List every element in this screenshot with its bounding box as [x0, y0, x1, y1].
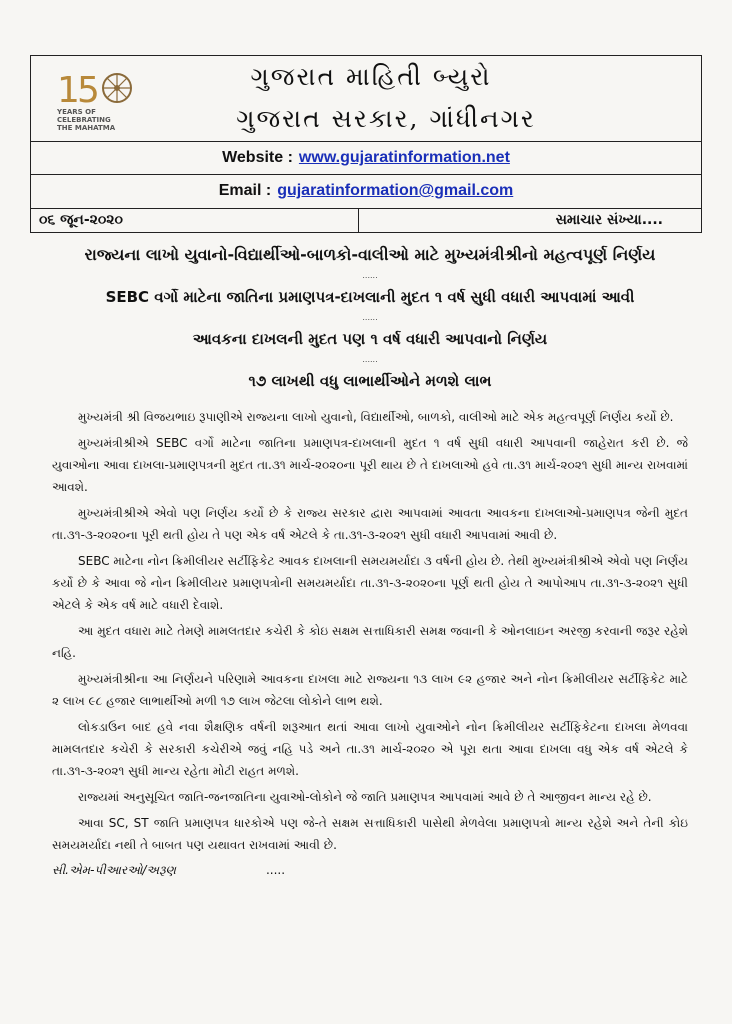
paragraph: મુખ્યમંત્રીશ્રીએ એવો પણ નિર્ણય કર્યો છે કે રાજ્ય સરકાર દ્વારા આપવામાં આવતા આવકના દાખલાઓ-પ્રમાણપત્ર જેની મુદત તા.૩૧-૩-૨૦૨૦ના પૂરી થતી હોય તે પણ એક વર્ષ એટલે કે તા.૩૧-૩-૨૦૨૧ સુધી વધારી આપવામાં આવી છે.	[52, 506, 688, 542]
website-link[interactable]: www.gujaratinformation.net	[298, 149, 510, 166]
office-subtitle: ગુજરાત સરકાર, ગાંધીનગર	[236, 104, 536, 133]
headline-beneficiaries: ૧૭ લાખથી વધુ લાભાર્થીઓને મળશે લાભ	[248, 372, 492, 390]
separator: ......	[362, 313, 378, 322]
end-dots: .....	[265, 863, 286, 877]
paragraph: રાજ્યમાં અનુસૂચિત જાતિ-જનજાતિના યુવાઓ-લોકોને જે જાતિ પ્રમાણપત્ર આપવામાં આવે છે તે આજીવન માન્ય રહે છે.	[78, 790, 652, 804]
separator: ......	[362, 271, 378, 280]
letterhead-frame	[30, 55, 702, 233]
svg-text:THE MAHATMA: THE MAHATMA	[57, 124, 116, 132]
signature-line	[52, 860, 688, 880]
email-label: Email :	[218, 182, 272, 199]
headline-main: રાજ્યના લાખો યુવાનો-વિદ્યાર્થીઓ-બાળકો-વાલીઓ માટે મુખ્યમંત્રીશ્રીનો મહત્વપૂર્ણ નિર્ણય	[84, 245, 656, 264]
headline-sebc: SEBC વર્ગો માટેના જાતિના પ્રમાણપત્ર-દાખલાની મુદત ૧ વર્ષ સુધી વધારી આપવામાં આવી	[105, 288, 635, 306]
svg-text:1: 1	[57, 70, 80, 111]
website-row	[31, 141, 701, 175]
date-number-row	[31, 208, 701, 232]
letterhead-title-block	[31, 56, 701, 142]
press-release-body	[52, 244, 688, 880]
release-date: ૦૬ જૂન-૨૦૨૦	[31, 208, 359, 232]
paragraph: મુખ્યમંત્રી શ્રી વિજયભાઇ રૂપાણીએ રાજ્યના લાખો યુવાનો, વિદ્યાર્થીઓ, બાળકો, વાલીઓ માટે એક મહત્વપૂર્ણ નિર્ણય કર્યો છે.	[78, 410, 674, 424]
office-title: ગુજરાત માહિતી બ્યુરો	[250, 62, 492, 91]
paragraph: મુખ્યમંત્રીશ્રીએ SEBC વર્ગો માટેના જાતિના પ્રમાણપત્ર-દાખલાની મુદત ૧ વર્ષ સુધી વધારી આપવાની જાહેરાત કરી છે. જે યુવાઓના આવા દાખલા-પ્રમાણપત્રની મુદત તા.૩૧ માર્ચ-૨૦૨૦ના પૂરી થાય છે તે દાખલાઓ હવે તા.૩૧ માર્ચ-૨૦૨૧ સુધી માન્ય રાખવામાં આવશે.	[52, 436, 688, 494]
email-row	[31, 174, 701, 209]
separator: ......	[362, 355, 378, 364]
paragraph: લોકડાઉન બાદ હવે નવા શૈક્ષણિક વર્ષની શરૂઆત થતાં આવા લાખો યુવાઓને નોન ક્રિમીલીયર સર્ટીફિકેટના દાખલા મેળવવા મામલતદાર કચેરી કે સરકારી કચેરીએ જવું નહિ પડે અને તા.૩૧ માર્ચ-૨૦૨૦ એ પૂરા થતા આવા દાખલા વધુ એક વર્ષ એટલે કે તા.૩૧-૩-૨૦૨૧ સુધી માન્ય રહેતા મોટી રાહત મળશે.	[52, 720, 688, 778]
website-label: Website :	[222, 149, 293, 166]
paragraph: આવા SC, ST જાતિ પ્રમાણપત્ર ધારકોએ પણ જે-તે સક્ષમ સત્તાધિકારી પાસેથી મેળવેલા પ્રમાણપત્રો માન્ય રહેશે અને તેની કોઇ સમયમર્યાદા નથી તે બાબત પણ યથાવત રાખવામાં આવી છે.	[52, 816, 688, 852]
headline-income-certificate: આવકના દાખલની મુદત પણ ૧ વર્ષ વધારી આપવાનો નિર્ણય	[192, 330, 548, 348]
email-link[interactable]: gujaratinformation@gmail.com	[277, 182, 514, 199]
news-number: સમાચાર સંખ્યા....	[555, 212, 663, 228]
gandhi-150-logo	[55, 64, 167, 134]
paragraph: SEBC માટેના નોન ક્રિમીલીયર સર્ટીફિકેટ આવક દાખલાની સમયમર્યાદા ૩ વર્ષની હોય છે. તેથી મુખ્યમંત્રીશ્રીએ એવો પણ નિર્ણય કર્યો છે કે આવા જે નોન ક્રિમીલીયર પ્રમાણપત્રોની સમયમર્યાદા તા.૩૧-૩-૨૦૨૦ના પૂર્ણ થતી હોય તે આપોઆપ તા.૩૧-૩-૨૦૨૧ સુધી એટલે કે એક વર્ષ માટે વધારી દેવાશે.	[52, 554, 688, 612]
paragraph: આ મુદત વધારા માટે તેમણે મામલતદાર કચેરી કે કોઇ સક્ષમ સત્તાધિકારી સમક્ષ જવાની કે ઓનલાઇન અરજી કરવાની જરૂર રહેશે નહિ.	[52, 624, 688, 660]
svg-text:CELEBRATING: CELEBRATING	[57, 116, 111, 124]
paragraph: મુખ્યમંત્રીશ્રીના આ નિર્ણયને પરિણામે આવકના દાખલા માટે રાજ્યના ૧૩ લાખ ૯૨ હજાર અને નોન ક્રિમીલીયર સર્ટીફિકેટ માટે ૨ લાખ ૯૮ હજાર લાભાર્થીઓ મળી ૧૭ લાખ જેટલા લોકોને લાભ થશે.	[52, 672, 688, 708]
svg-text:5: 5	[77, 70, 100, 111]
svg-text:YEARS OF: YEARS OF	[57, 108, 96, 116]
signature: સી.એમ-પીઆરઓ/અરૂણ	[52, 863, 176, 877]
